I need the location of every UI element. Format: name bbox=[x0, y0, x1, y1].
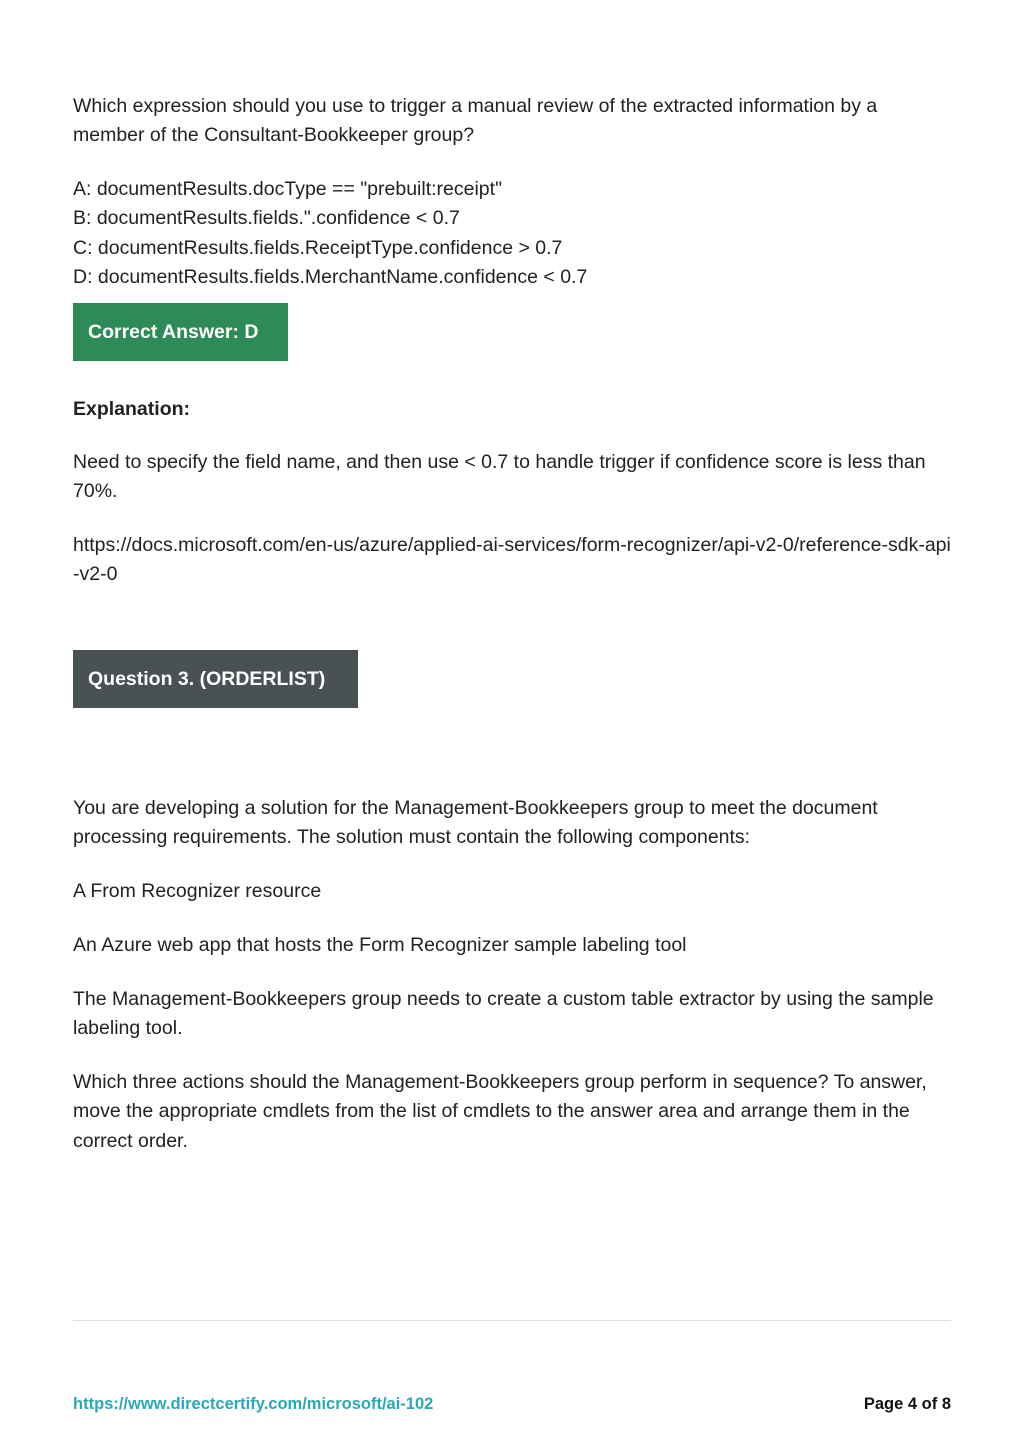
explanation-text: Need to specify the field name, and then use < 0.7 to handle trigger if confidence score is less than 70%. bbox=[73, 451, 926, 503]
explanation-heading: Explanation: bbox=[73, 398, 191, 420]
question-3-paragraph: You are developing a solution for the Management-Bookkeepers group to meet the document processing requirements. The solution must contain the following components: bbox=[73, 797, 878, 849]
correct-answer-badge: Correct Answer: D bbox=[73, 303, 288, 361]
question-3-paragraph: An Azure web app that hosts the Form Recognizer sample labeling tool bbox=[73, 934, 687, 956]
question-3-heading: Question 3. (ORDERLIST) bbox=[73, 650, 358, 708]
question-prompt: Which expression should you use to trigger a manual review of the extracted information by a member of the Consultant-Bookkeeper group? bbox=[73, 95, 878, 147]
question-3-paragraph: A From Recognizer resource bbox=[73, 880, 322, 902]
option-a: A: documentResults.docType == "prebuilt:receipt" bbox=[73, 178, 502, 200]
answer-options bbox=[73, 175, 953, 292]
option-c: C: documentResults.fields.ReceiptType.confidence > 0.7 bbox=[73, 236, 563, 259]
question-3-paragraph: The Management-Bookkeepers group needs to create a custom table extractor by using the sample labeling tool. bbox=[73, 988, 934, 1040]
option-b: B: documentResults.fields.".confidence < 0.7 bbox=[73, 207, 460, 230]
reference-url: https://docs.microsoft.com/en-us/azure/applied-ai-services/form-recognizer/api-v2-0/reference-sdk-api-v2-0 bbox=[73, 534, 951, 586]
question-3-paragraph: Which three actions should the Management-Bookkeepers group perform in sequence? To answer, move the appropriate cmdlets from the list of cmdlets to the answer area and arrange them in the correct order. bbox=[73, 1071, 927, 1152]
footer-link[interactable]: https://www.directcertify.com/microsoft/ai-102 bbox=[73, 1395, 434, 1413]
footer-divider bbox=[73, 1320, 951, 1321]
option-d: D: documentResults.fields.MerchantName.confidence < 0.7 bbox=[73, 265, 588, 288]
page-number: Page 4 of 8 bbox=[863, 1395, 951, 1413]
